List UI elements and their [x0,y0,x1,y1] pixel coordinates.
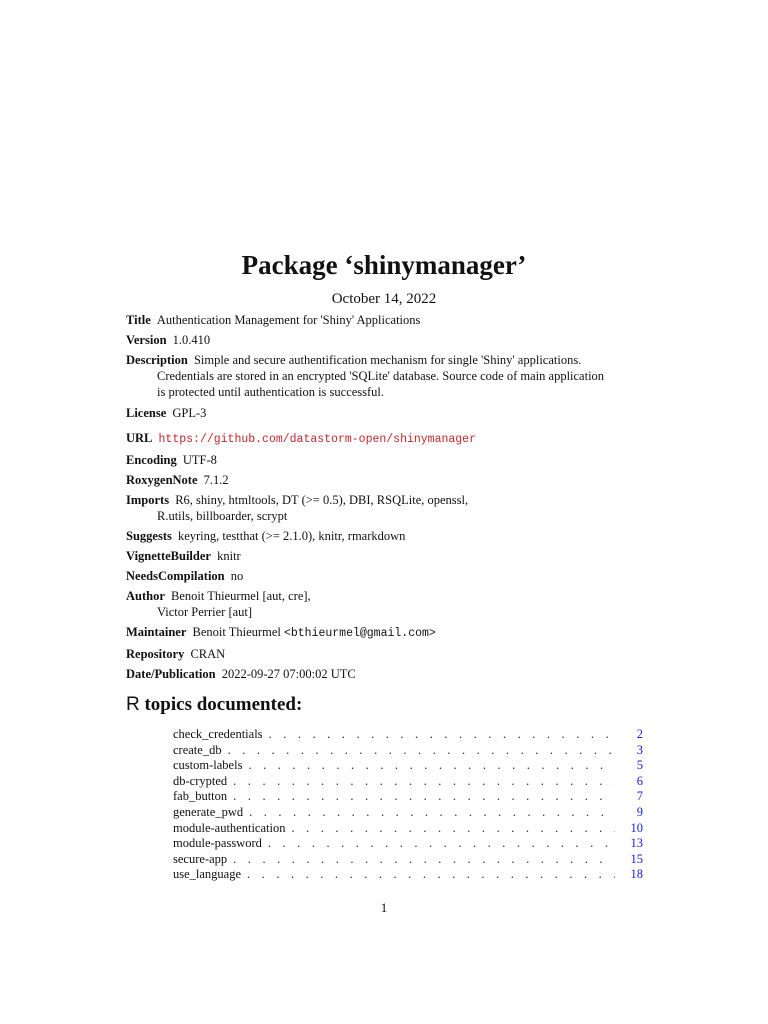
field-vignette [126,548,626,564]
field-needs-label: NeedsCompilation [126,569,225,583]
field-roxygen [126,472,626,488]
toc-leader-dots [233,852,615,868]
toc-leader-dots [269,727,615,743]
field-description [126,352,626,400]
field-roxygen-value: 7.1.2 [203,473,229,487]
field-needs-compilation [126,568,626,584]
toc-item-name: secure-app [173,851,228,866]
toc-item-name: module-password [173,836,262,851]
field-vignette-label: VignetteBuilder [126,549,211,563]
toc-item[interactable] [173,727,643,743]
field-description-line2: Credentials are stored in an encrypted 'SQLite' database. Source code of main application [157,369,605,383]
field-license-value: GPL-3 [172,406,207,420]
toc-leader-dots [247,867,615,883]
field-license [126,405,626,421]
field-repository [126,646,626,662]
field-author-line1: Benoit Thieurmel [aut, cre], [171,589,311,603]
toc-item[interactable] [173,758,643,774]
field-publication-label: Date/Publication [126,667,216,681]
field-description-label: Description [126,353,188,367]
field-maintainer [126,624,626,642]
toc-leader-dots [291,821,615,837]
field-needs-value: no [230,569,244,583]
page-date: October 14, 2022 [331,291,437,307]
toc-item-page-link[interactable]: 18 [630,867,643,882]
toc-item-name: create_db [173,742,222,757]
toc-item-page-link[interactable]: 3 [636,742,643,757]
field-imports-line2: R.utils, billboarder, scrypt [157,509,288,523]
field-url-label: URL [126,431,153,445]
field-version [126,332,626,348]
toc-item-name: fab_button [173,789,228,804]
field-description-line1: Simple and secure authentification mechanism for single 'Shiny' applications. [193,353,582,367]
toc-list [173,727,643,883]
field-title-value: Authentication Management for 'Shiny' Applications [156,313,421,327]
page-title: Package ‘shinymanager’ [241,250,527,280]
field-author-label: Author [126,589,165,603]
field-imports [126,492,626,524]
field-maintainer-email: <bthieurmel@gmail.com> [283,627,436,640]
field-author [126,588,626,620]
toc-item-page-link[interactable]: 5 [636,758,643,773]
field-suggests [126,528,626,544]
toc-item-name: custom-labels [173,758,243,773]
field-imports-label: Imports [126,493,170,507]
field-version-value: 1.0.410 [172,333,211,347]
field-publication-value: 2022-09-27 07:00:02 UTC [221,667,356,681]
field-title-label: Title [126,313,151,327]
field-suggests-label: Suggests [126,529,172,543]
toc-item-page-link[interactable]: 6 [636,773,643,788]
package-url-link[interactable]: https://github.com/datastorm-open/shinymanager [158,433,476,446]
field-title [126,312,626,328]
toc-item[interactable] [173,805,643,821]
field-maintainer-label: Maintainer [126,625,187,639]
page-number: 1 [380,900,388,915]
toc-leader-dots [268,836,615,852]
toc-heading [126,694,302,716]
field-repository-value: CRAN [190,647,226,661]
toc-item-name: module-authentication [173,820,286,835]
field-publication [126,666,626,682]
field-encoding-value: UTF-8 [182,453,217,467]
toc-leader-dots [233,789,615,805]
toc-item-name: check_credentials [173,727,263,741]
toc-leader-dots [233,774,615,790]
field-description-line3: is protected until authentication is successful. [157,385,385,399]
toc-heading-text: topics documented: [144,694,303,715]
toc-item[interactable] [173,867,643,883]
toc-item-page-link[interactable]: 10 [630,820,643,835]
toc-item-page-link[interactable]: 9 [636,804,643,819]
field-encoding-label: Encoding [126,453,177,467]
field-roxygen-label: RoxygenNote [126,473,198,487]
r-logo-glyph: R [126,694,140,715]
field-imports-line1: R6, shiny, htmltools, DT (>= 0.5), DBI, RSQLite, openssl, [175,493,469,507]
field-version-label: Version [126,333,167,347]
toc-item[interactable] [173,743,643,759]
toc-item-page-link[interactable]: 15 [630,851,643,866]
field-maintainer-name: Benoit Thieurmel [192,625,281,639]
toc-item-name: generate_pwd [173,804,244,819]
field-license-label: License [126,406,167,420]
field-encoding [126,452,626,468]
toc-item[interactable] [173,821,643,837]
toc-leader-dots [249,805,615,821]
toc-item-page-link[interactable]: 2 [636,727,643,741]
package-fields [126,312,626,682]
toc-item-page-link[interactable]: 7 [636,789,643,804]
field-repository-label: Repository [126,647,185,661]
toc-item-page-link[interactable]: 13 [630,836,643,851]
field-suggests-value: keyring, testthat (>= 2.1.0), knitr, rmarkdown [177,529,406,543]
toc-item[interactable] [173,774,643,790]
toc-item-name: db-crypted [173,773,228,788]
field-url [126,430,626,448]
toc-leader-dots [228,743,615,759]
field-author-line2: Victor Perrier [aut] [157,605,253,619]
toc-leader-dots [248,758,615,774]
toc-item[interactable] [173,789,643,805]
field-vignette-value: knitr [217,549,241,563]
toc-item-name: use_language [173,867,242,882]
toc-item[interactable] [173,836,643,852]
toc-item[interactable] [173,852,643,868]
